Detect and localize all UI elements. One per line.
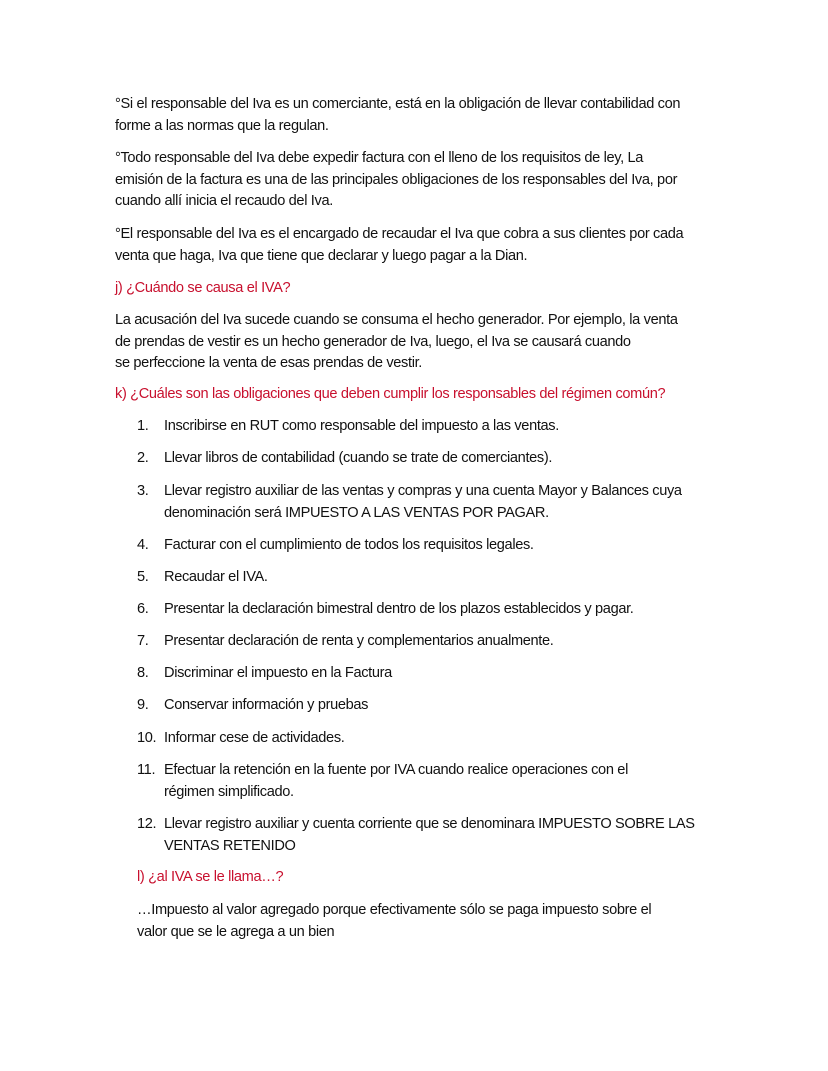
list-text-continuation: régimen simplificado.: [164, 783, 294, 800]
section-j-body: [115, 310, 715, 375]
text-line: °Si el responsable del Iva es un comerciante, está en la obligación de llevar contabilidad con: [115, 96, 681, 112]
text-line: forme a las normas que la regulan.: [115, 117, 329, 134]
list-text: Facturar con el cumplimiento de todos los requisitos legales.: [164, 537, 534, 553]
text-line: La acusación del Iva sucede cuando se consuma el hecho generador. Por ejemplo, la venta: [115, 312, 678, 328]
text-line: valor que se le agrega a un bien: [137, 923, 335, 940]
text-line: °El responsable del Iva es el encargado de recaudar el Iva que cobra a sus clientes por cada: [115, 226, 684, 242]
list-item: [137, 663, 717, 685]
list-text: Presentar declaración de renta y complementarios anualmente.: [164, 633, 554, 649]
text-line: venta que haga, Iva que tiene que declarar y luego pagar a la Dian.: [115, 247, 528, 264]
list-text: Llevar libros de contabilidad (cuando se trate de comerciantes).: [164, 450, 553, 466]
list-text: Conservar información y pruebas: [164, 697, 369, 713]
list-number: 11.: [137, 762, 156, 778]
list-number: 12.: [137, 816, 157, 832]
list-item: [137, 481, 717, 524]
paragraph-factura: [115, 148, 715, 213]
list-text: Inscribirse en RUT como responsable del impuesto a las ventas.: [164, 418, 559, 434]
list-text: Discriminar el impuesto en la Factura: [164, 665, 392, 681]
list-number: 10.: [137, 730, 157, 746]
list-text-continuation: denominación será IMPUESTO A LAS VENTAS POR PAGAR.: [164, 504, 549, 521]
list-text: Informar cese de actividades.: [164, 730, 345, 746]
section-l-heading: l) ¿al IVA se le llama…?: [137, 869, 284, 885]
list-item: [137, 567, 717, 589]
text-line: se perfeccione la venta de esas prendas de vestir.: [115, 355, 423, 371]
list-text-continuation: VENTAS RETENIDO: [164, 837, 296, 854]
list-number: 9.: [137, 697, 149, 713]
list-item: [137, 695, 717, 717]
list-number: 4.: [137, 537, 149, 553]
list-number: 1.: [137, 418, 149, 434]
list-text: Llevar registro auxiliar y cuenta corriente que se denominara IMPUESTO SOBRE LAS: [164, 816, 695, 832]
text-line: …Impuesto al valor agregado porque efectivamente sólo se paga impuesto sobre el: [137, 902, 652, 918]
list-item: [137, 599, 717, 621]
list-text: Llevar registro auxiliar de las ventas y compras y una cuenta Mayor y Balances cuya: [164, 483, 682, 499]
list-item: [137, 814, 717, 857]
list-item: [137, 728, 717, 750]
list-number: 6.: [137, 601, 149, 617]
list-number: 3.: [137, 483, 149, 499]
list-text: Efectuar la retención en la fuente por IVA cuando realice operaciones con el: [164, 762, 628, 778]
paragraph-recaudo: [115, 224, 715, 267]
paragraph-comerciante: [115, 94, 715, 137]
text-line: emisión de la factura es una de las principales obligaciones de los responsables del Iva, por: [115, 171, 678, 188]
list-text: Presentar la declaración bimestral dentro de los plazos establecidos y pagar.: [164, 601, 634, 617]
list-text: Recaudar el IVA.: [164, 569, 268, 585]
list-number: 8.: [137, 665, 149, 681]
section-l-body: [137, 900, 737, 943]
section-j-heading: j) ¿Cuándo se causa el IVA?: [115, 280, 291, 296]
list-item: [137, 760, 717, 803]
text-line: cuando allí inicia el recaudo del Iva.: [115, 193, 333, 209]
text-line: °Todo responsable del Iva debe expedir factura con el lleno de los requisitos de ley, La: [115, 150, 644, 166]
list-item: [137, 631, 717, 653]
section-k-heading: k) ¿Cuáles son las obligaciones que deben cumplir los responsables del régimen común?: [115, 386, 666, 402]
list-number: 2.: [137, 450, 149, 466]
list-item: [137, 535, 717, 557]
list-number: 7.: [137, 633, 149, 649]
list-number: 5.: [137, 569, 149, 585]
list-item: [137, 448, 717, 470]
list-item: [137, 416, 717, 438]
text-line: de prendas de vestir es un hecho generador de Iva, luego, el Iva se causará cuando: [115, 333, 631, 350]
